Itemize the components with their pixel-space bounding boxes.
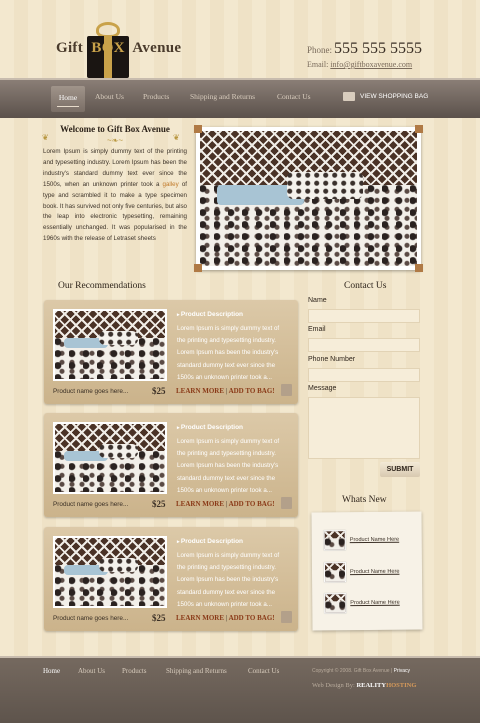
footer-nav-products[interactable]: Products	[122, 667, 147, 675]
privacy-link[interactable]: Privacy	[393, 668, 411, 674]
product-desc-title: ▸ Product Description	[177, 311, 243, 318]
product-price: $25	[152, 613, 166, 623]
product-card: ▸ Product Description Lorem Ipsum is simply dummy text of the printing and typesetting industry. Lorem Ipsum has been the industry's standard dummy text ever since the 1500s an unknown printer took a... Product name goes here... $25 LEARN MORE | ADD TO BAG!	[44, 300, 298, 404]
whats-new-link[interactable]: Product Name Here	[350, 599, 400, 607]
logo-word-gift: Gift	[56, 40, 84, 56]
phone-number: 555 555 5555	[334, 40, 422, 57]
copyright: Copyright © 2008. Gift Box Avenue | Privacy	[312, 668, 411, 674]
product-image[interactable]	[53, 309, 167, 381]
phone-label: Phone:	[306, 45, 332, 55]
footer-nav-about-us[interactable]: About Us	[78, 667, 106, 675]
product-card: ▸ Product Description Lorem Ipsum is simply dummy text of the printing and typesetting industry. Lorem Ipsum has been the industry's standard dummy text ever since the 1500s an unknown printer took a... Product name goes here... $25 LEARN MORE | ADD TO BAG!	[44, 413, 298, 517]
phone-number-field[interactable]	[308, 368, 420, 382]
message-field[interactable]	[308, 397, 420, 459]
product-desc: Lorem Ipsum is simply dummy text of the printing and typesetting industry. Lorem Ipsum has been the industry's standard dummy text ever since the 1500s an unknown printer took a...	[177, 552, 280, 608]
whats-new-box	[311, 512, 422, 631]
message-label: Message	[308, 385, 337, 392]
view-shopping-bag-link[interactable]: VIEW SHOPPING BAG	[343, 92, 428, 101]
email-field[interactable]	[308, 338, 420, 352]
footer-nav-home[interactable]: Home	[43, 667, 61, 675]
design-credit: Web Design By: REALITYHOSTING	[312, 682, 417, 689]
bag-icon[interactable]	[281, 384, 292, 396]
welcome-text: Lorem Ipsum is simply dummy text of the printing and typesetting industry. Lorem Ipsum has been the industry's standard dummy text ever since the 1500s, when an unknown printer took a galley of type and scrambled it to make a type specimen book. It has survived not only five centuries, but also the leap into electronic typesetting, remaining essentially unchanged. It was popularised in the 1960s with the release of Letraset sheets	[43, 148, 187, 243]
logo-word-avenue: Avenue	[132, 40, 182, 56]
header-contact	[307, 40, 422, 69]
nav-contact-us[interactable]: Contact Us	[277, 92, 311, 101]
email-link[interactable]: info@giftboxavenue.com	[330, 60, 413, 69]
welcome-section	[42, 124, 188, 245]
whats-new-link[interactable]: Product Name Here	[349, 568, 400, 576]
product-price: $25	[152, 386, 166, 396]
product-name: Product name goes here...	[53, 501, 129, 508]
logo[interactable]	[56, 12, 196, 72]
hero-image	[196, 127, 421, 270]
nav-shipping-returns[interactable]: Shipping and Returns	[190, 92, 255, 101]
bag-icon[interactable]	[281, 497, 292, 509]
name-label: Name	[308, 297, 327, 304]
phone-number-label: Phone Number	[308, 356, 356, 363]
learn-more-link[interactable]: LEARN MORE	[176, 387, 225, 395]
product-price: $25	[152, 499, 166, 509]
welcome-highlight: galley	[162, 180, 179, 188]
footer	[0, 656, 480, 723]
product-thumbnail[interactable]	[324, 562, 346, 582]
recommendations-title: Our Recommendations	[58, 281, 146, 291]
product-name: Product name goes here...	[53, 615, 129, 622]
product-card: ▸ Product Description Lorem Ipsum is simply dummy text of the printing and typesetting industry. Lorem Ipsum has been the industry's standard dummy text ever since the 1500s an unknown printer took a... Product name goes here... $25 LEARN MORE | ADD TO BAG!	[44, 527, 298, 631]
product-thumbnail[interactable]	[324, 593, 346, 613]
bag-icon[interactable]	[281, 611, 292, 623]
welcome-title: Welcome to Gift Box Avenue	[60, 124, 170, 134]
product-image[interactable]	[53, 536, 167, 608]
whats-new-item[interactable]	[324, 593, 414, 607]
logo-text	[56, 40, 181, 57]
flourish-icon: ❦	[42, 133, 49, 142]
whats-new-item[interactable]	[324, 530, 414, 544]
product-desc-title: ▸ Product Description	[177, 538, 243, 545]
shopping-bag-icon	[343, 92, 355, 101]
add-to-bag-link[interactable]: ADD TO BAG!	[228, 614, 275, 622]
product-thumbnail[interactable]	[324, 530, 346, 550]
nav-products[interactable]: Products	[143, 92, 170, 101]
whats-new-link[interactable]: Product Name Here	[349, 536, 400, 544]
product-image[interactable]	[53, 422, 167, 494]
ornament-icon: ~❧~	[106, 136, 124, 145]
product-desc: Lorem Ipsum is simply dummy text of the printing and typesetting industry. Lorem Ipsum has been the industry's standard dummy text ever since the 1500s an unknown printer took a...	[177, 325, 280, 381]
footer-nav-shipping-returns[interactable]: Shipping and Returns	[166, 667, 227, 675]
flourish-icon: ❦	[173, 133, 180, 142]
add-to-bag-link[interactable]: ADD TO BAG!	[228, 500, 275, 508]
nav-about-us[interactable]: About Us	[95, 92, 124, 101]
learn-more-link[interactable]: LEARN MORE	[176, 614, 225, 622]
whats-new-item[interactable]	[324, 562, 414, 576]
name-field[interactable]	[308, 309, 420, 323]
email-label: Email:	[306, 60, 329, 69]
header	[0, 0, 480, 78]
product-desc: Lorem Ipsum is simply dummy text of the printing and typesetting industry. Lorem Ipsum has been the industry's standard dummy text ever since the 1500s an unknown printer took a...	[177, 438, 280, 494]
email-label: Email	[308, 326, 326, 333]
main-nav	[0, 78, 480, 118]
design-credit-link[interactable]: REALITY	[356, 682, 387, 689]
footer-nav-contact-us[interactable]: Contact Us	[248, 667, 280, 675]
nav-home[interactable]: Home	[51, 86, 85, 112]
logo-word-box: BOX	[91, 40, 125, 56]
contact-title: Contact Us	[344, 281, 387, 291]
product-desc-title: ▸ Product Description	[177, 424, 243, 431]
learn-more-link[interactable]: LEARN MORE	[176, 500, 225, 508]
submit-button[interactable]: SUBMIT	[380, 462, 420, 477]
add-to-bag-link[interactable]: ADD TO BAG!	[228, 387, 275, 395]
whats-new-title: Whats New	[342, 495, 387, 505]
product-name: Product name goes here...	[53, 388, 129, 395]
